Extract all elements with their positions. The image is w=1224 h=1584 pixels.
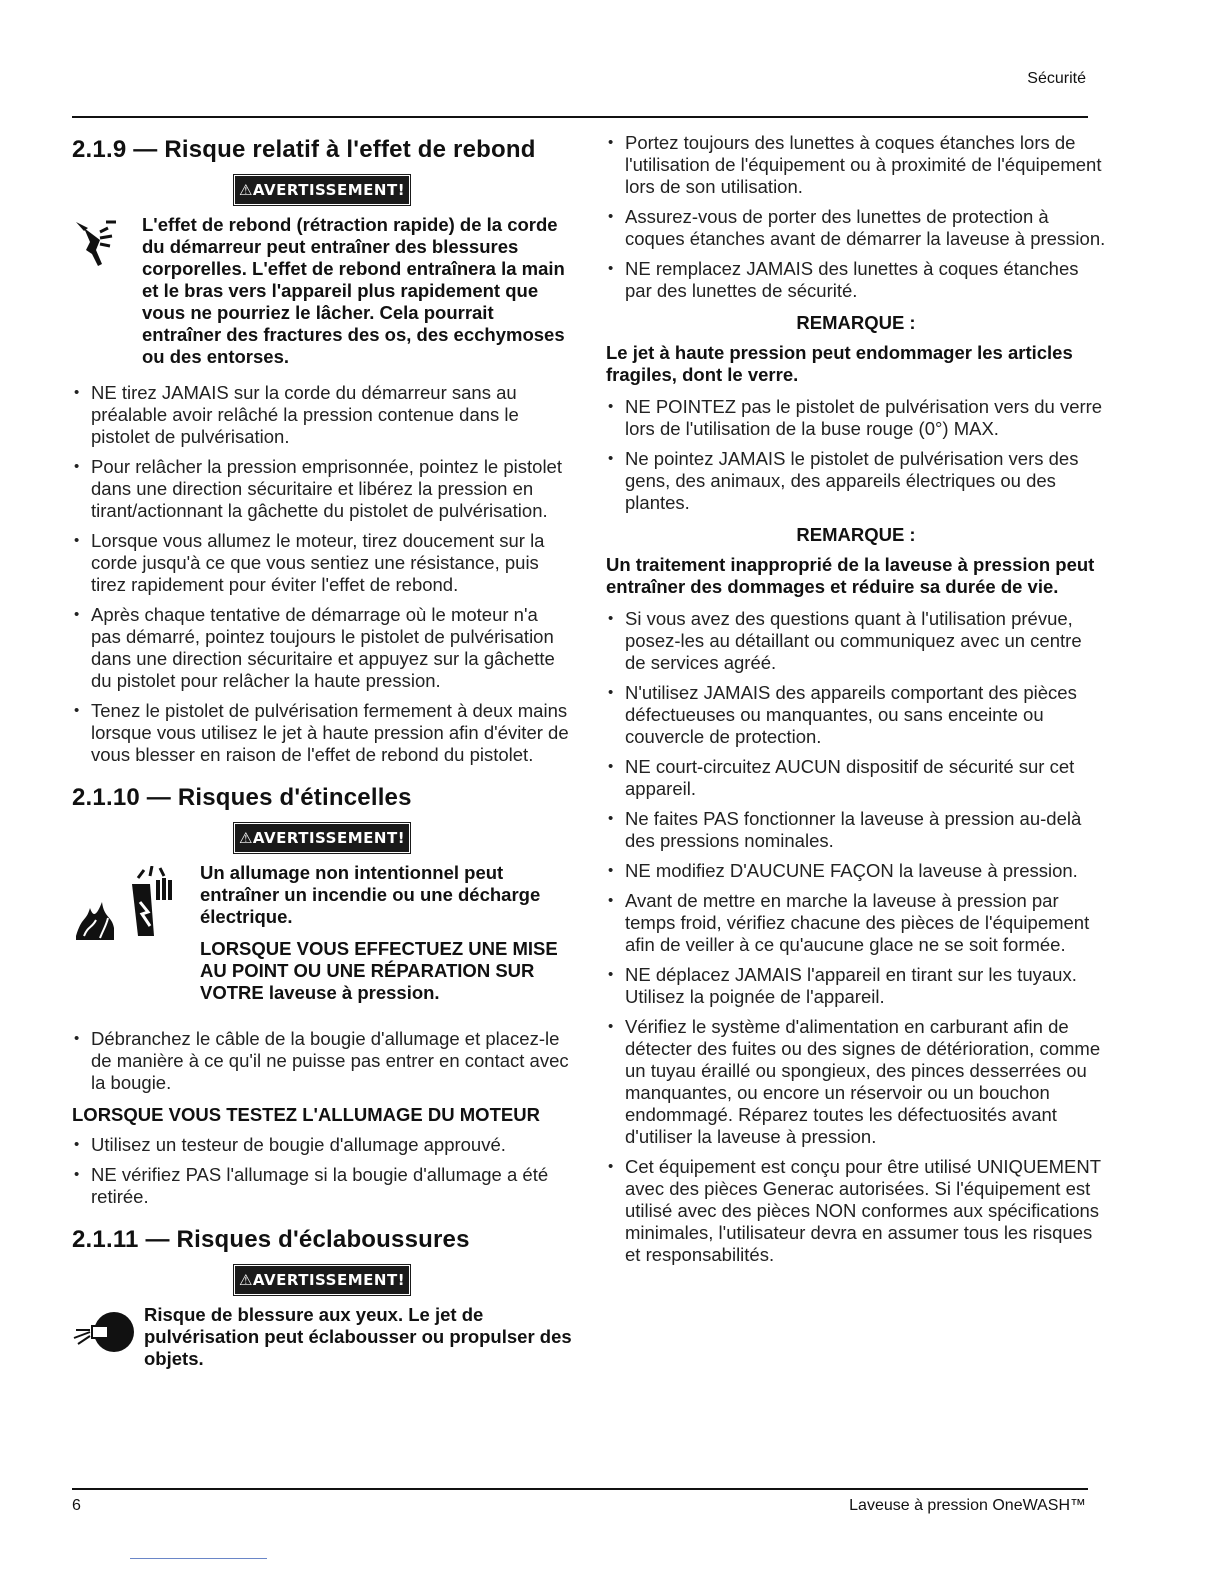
list-item: • NE POINTEZ pas le pistolet de pulvérisation vers du verre lors de l'utilisation de la buse rouge (0°) MAX. <box>606 396 1106 440</box>
bullet-list <box>606 608 1106 1266</box>
list-item: • Assurez-vous de porter des lunettes de protection à coques étanches avant de démarrer la laveuse à pression. <box>606 206 1106 250</box>
list-item: • Utilisez un testeur de bougie d'allumage approuvé. <box>72 1134 572 1156</box>
list-item: • Cet équipement est conçu pour être utilisé UNIQUEMENT avec des pièces Generac autorisées. Si l'équipement est utilisé avec des pièces NON conformes aux spécifications minimales, l'utilisateur devra en assumer tous les risques et responsabilités. <box>606 1156 1106 1266</box>
list-item: • N'utilisez JAMAIS des appareils comportant des pièces défectueuses ou manquantes, ou sans enceinte ou couvercle de protection. <box>606 682 1106 748</box>
decorative-line <box>130 1558 267 1559</box>
warning-line: Un allumage non intentionnel peut entraîner un incendie ou une décharge électrique. <box>200 862 541 927</box>
bullet-list <box>606 396 1106 514</box>
warning-badge: ⚠AVERTISSEMENT! <box>235 176 409 204</box>
list-item: • Si vous avez des questions quant à l'utilisation prévue, posez-les au détaillant ou communiquez avec un centre de services agréé. <box>606 608 1106 674</box>
hand-pull-icon <box>72 214 134 279</box>
fire-shock-icon <box>72 866 192 951</box>
list-item: • Ne pointez JAMAIS le pistolet de pulvérisation vers des gens, des animaux, des appareils électriques ou des plantes. <box>606 448 1106 514</box>
list-item: • Lorsque vous allumez le moteur, tirez doucement sur la corde jusqu'à ce que vous sentiez une résistance, puis tirez rapidement pour éviter l'effet de rebond. <box>72 530 572 596</box>
list-item: • NE tirez JAMAIS sur la corde du démarreur sans au préalable avoir relâché la pression contenue dans le pistolet de pulvérisation. <box>72 382 572 448</box>
section-heading: 2.1.11 — Risques d'éclaboussures <box>72 1226 470 1253</box>
bullet-list <box>606 132 1106 302</box>
eye-injury-icon <box>72 1304 136 1365</box>
subheading: LORSQUE VOUS TESTEZ L'ALLUMAGE DU MOTEUR <box>72 1104 540 1125</box>
warning-text: L'effet de rebond (rétraction rapide) de la corde du démarreur peut entraîner des blessures corporelles. L'effet de rebond entraînera la main et le bras vers l'appareil plus rapidement que vous ne pourriez le lâcher. Cela pourrait entraîner des fractures des os, des ecchymoses ou des entorses. <box>142 214 565 367</box>
warning-line: LORSQUE VOUS EFFECTUEZ UNE MISE AU POINT OU UNE RÉPARATION SUR VOTRE laveuse à pression. <box>200 938 558 1003</box>
note-text: Le jet à haute pression peut endommager les articles fragiles, dont le verre. <box>606 342 1073 385</box>
bullet-list <box>72 1134 572 1208</box>
list-item: • Pour relâcher la pression emprisonnée, pointez le pistolet dans une direction sécuritaire et libérez la pression en tirant/actionnant la gâchette du pistolet de pulvérisation. <box>72 456 572 522</box>
list-item: • NE remplacez JAMAIS des lunettes à coques étanches par des lunettes de sécurité. <box>606 258 1106 302</box>
warning-text: Risque de blessure aux yeux. Le jet de pulvérisation peut éclabousser ou propulser des objets. <box>144 1304 572 1369</box>
note-title: REMARQUE : <box>796 312 916 333</box>
bullet-list <box>72 1028 572 1094</box>
warning-block <box>72 214 572 368</box>
list-item: • NE modifiez D'AUCUNE FAÇON la laveuse à pression. <box>606 860 1106 882</box>
warning-badge: ⚠AVERTISSEMENT! <box>235 1266 409 1294</box>
list-item: • Tenez le pistolet de pulvérisation fermement à deux mains lorsque vous utilisez le jet à haute pression afin d'éviter de vous blesser en raison de l'effet de rebond du pistolet. <box>72 700 572 766</box>
section-2-1-10 <box>72 784 572 1208</box>
list-item: • Après chaque tentative de démarrage où le moteur n'a pas démarré, pointez toujours le pistolet de pulvérisation dans une direction sécuritaire et appuyez sur la gâchette du pistolet pour relâcher la haute pression. <box>72 604 572 692</box>
list-item: • Ne faites PAS fonctionner la laveuse à pression au-delà des pressions nominales. <box>606 808 1106 852</box>
note-text: Un traitement inapproprié de la laveuse à pression peut entraîner des dommages et réduire sa durée de vie. <box>606 554 1095 597</box>
section-2-1-11 <box>72 1226 572 1370</box>
header-rule <box>72 116 1088 118</box>
list-item: • Vérifiez le système d'alimentation en carburant afin de détecter des fuites ou des signes de détérioration, comme un tuyau éraillé ou spongieux, des pinces desserrées ou manquantes, ou encore un réservoir ou un bouchon endommagé. Réparez toutes les défectuosités avant d'utiliser la laveuse à pression. <box>606 1016 1106 1148</box>
section-2-1-9 <box>72 136 572 766</box>
page-number: 6 <box>72 1497 81 1514</box>
header-section-title: Sécurité <box>1027 70 1086 87</box>
bullet-list <box>72 382 572 766</box>
footer-product-name: Laveuse à pression OneWASH™ <box>849 1497 1086 1514</box>
list-item: • Avant de mettre en marche la laveuse à pression par temps froid, vérifiez chacune des pièces de l'équipement afin de veiller à ce qu'aucune glace ne se soit formée. <box>606 890 1106 956</box>
list-item: • NE court-circuitez AUCUN dispositif de sécurité sur cet appareil. <box>606 756 1106 800</box>
list-item: • NE vérifiez PAS l'allumage si la bougie d'allumage a été retirée. <box>72 1164 572 1208</box>
warning-text <box>200 862 572 1014</box>
list-item: • Débranchez le câble de la bougie d'allumage et placez-le de manière à ce qu'il ne puisse pas entrer en contact avec la bougie. <box>72 1028 572 1094</box>
footer-rule <box>72 1488 1088 1490</box>
warning-block <box>72 1304 572 1370</box>
section-heading: 2.1.10 — Risques d'étincelles <box>72 784 412 811</box>
note-title: REMARQUE : <box>796 524 916 545</box>
section-heading: 2.1.9 — Risque relatif à l'effet de rebond <box>72 136 536 163</box>
right-column <box>606 132 1106 1276</box>
warning-badge: ⚠AVERTISSEMENT! <box>235 824 409 852</box>
warning-block <box>72 862 572 1014</box>
list-item: • NE déplacez JAMAIS l'appareil en tirant sur les tuyaux. Utilisez la poignée de l'appareil. <box>606 964 1106 1008</box>
list-item: • Portez toujours des lunettes à coques étanches lors de l'utilisation de l'équipement ou à proximité de l'équipement lors de son utilisation. <box>606 132 1106 198</box>
left-column <box>72 132 572 1384</box>
